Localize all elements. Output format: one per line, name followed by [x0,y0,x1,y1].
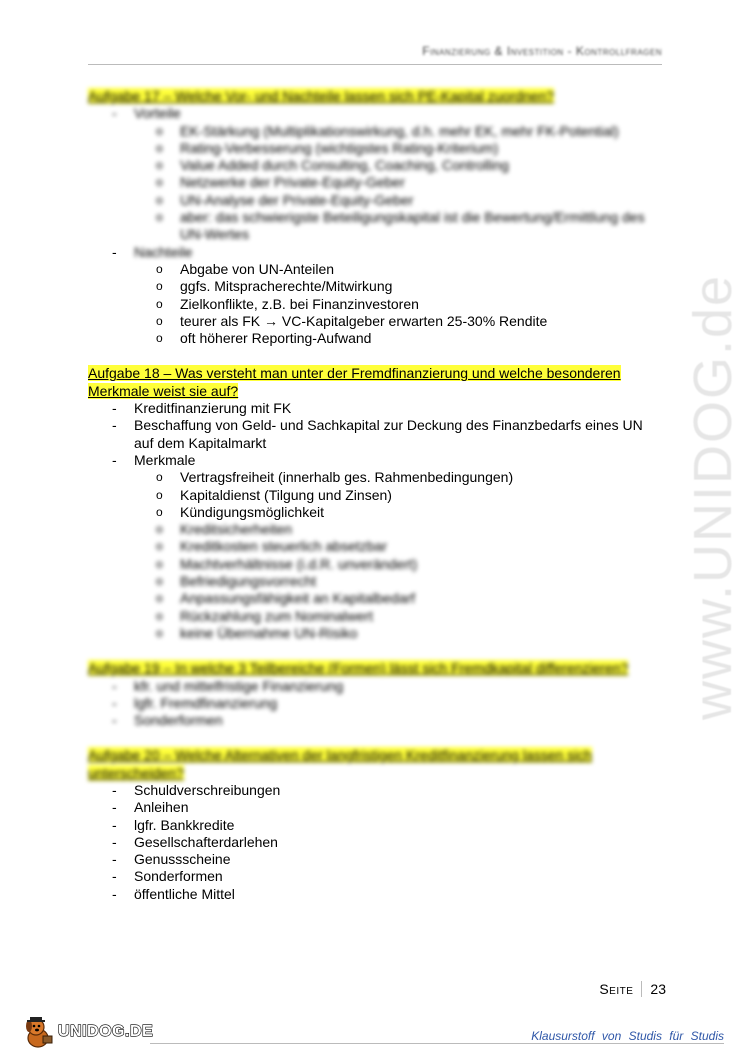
list-item: o Zielkonflikte, z.B. bei Finanzinvestoren [134,296,663,313]
list-item: o ggfs. Mitspracherechte/Mitwirkung [134,278,663,295]
question-20: Aufgabe 20 – Welche Alternativen der langfristigen Kreditfinanzierung lassen sich unterscheiden? [88,747,593,781]
list-item: - kfr. und mittelfristige Finanzierung [88,678,663,695]
list-item: - lgfr. Fremdfinanzierung [88,695,663,712]
list-item: o Abgabe von UN-Anteilen [134,261,663,278]
page-number-separator [641,981,642,997]
list-item: - Sonderformen [88,868,663,885]
question-17: Aufgabe 17 – Welche Vor- und Nachteile lassen sich PE-Kapital zuordnen? [88,88,554,104]
list-item: - Merkmale o Vertragsfreiheit (innerhalb ges. Rahmenbedingungen) o Kapitaldienst (Tilgung und Zinsen) o Kündigungsmöglichkeit o Kreditsicherheiten o Kreditkosten steuerlich absetzbar o Machtverhältnisse (i.d.R. unverändert) o Befriedigungsvorrecht o Anpassungsfähigkeit an Kapitalbedarf o Rückzahlung zum Nominalwert o keine Übernahme UN-Risiko [88,452,663,642]
list-item: o EK-Stärkung (Multiplikationswirkung, d.h. mehr EK, mehr FK-Potential) [134,123,663,140]
list-item: - lgfr. Bankkredite [88,817,663,834]
footer-divider [150,1043,724,1044]
list-item: - Gesellschafterdarlehen [88,834,663,851]
list-item: o Vertragsfreiheit (innerhalb ges. Rahmenbedingungen) [134,469,663,486]
list-item: o aber: das schwierigste Beteiligungskapital ist die Bewertung/Ermittlung des UN-Wertes [134,209,663,244]
dog-mascot-icon [20,1014,56,1050]
list-item: o oft höherer Reporting-Aufwand [134,330,663,347]
list-item: - öffentliche Mittel [88,886,663,903]
list-item: o UN-Analyse der Private-Equity-Geber [134,192,663,209]
page-number [599,981,666,997]
page-number-value: 23 [650,981,666,997]
watermark: www.UNIDOG.de [683,273,743,720]
list-item: - Genussscheine [88,851,663,868]
list-item: - Nachteile o Abgabe von UN-Anteilen o ggfs. Mitspracherechte/Mitwirkung o Zielkonflikte, z.B. bei Finanzinvestoren o teurer als FK → VC-Kapitalgeber erwarten 25-30% Rendite o oft höherer Reporting-Aufwand [88,244,663,348]
list-item: o Machtverhältnisse (i.d.R. unverändert) [134,556,663,573]
list-item: o teurer als FK → VC-Kapitalgeber erwarten 25-30% Rendite [134,313,663,330]
q17-nachteile-list [134,261,663,347]
q18-merkmale-list [134,469,663,642]
list-item: o Rückzahlung zum Nominalwert [134,608,663,625]
list-item: - Kreditfinanzierung mit FK [88,400,663,417]
document-body [88,88,663,903]
q19-answer-list [88,678,663,730]
question-19: Aufgabe 19 – In welche 3 Teilbereiche (Formen) lässt sich Fremdkapital differenzieren? [88,660,629,677]
list-item: o Kapitaldienst (Tilgung und Zinsen) [134,487,663,504]
list-item: o Netzwerke der Private-Equity-Geber [134,174,663,191]
list-item: - Vorteile o EK-Stärkung (Multiplikationswirkung, d.h. mehr EK, mehr FK-Potential) o Rating-Verbesserung (wichtigstes Rating-Kriterium) o Value Added durch Consulting, Coaching, Controlling o Netzwerke der Private-Equity-Geber o UN-Analyse der Private-Equity-Geber o aber: das schwierigste Beteiligungskapital ist die Bewertung/Ermittlung des UN-Wertes [88,105,663,243]
footer-tagline: Klausurstoff von Studis für Studis [531,1029,724,1043]
list-item: o Kreditsicherheiten [134,521,663,538]
q17-answer-list [88,105,663,347]
list-item: - Schuldverschreibungen [88,782,663,799]
list-item: o Value Added durch Consulting, Coaching, Controlling [134,157,663,174]
q18-answer-list [88,400,663,642]
logo-text: UNIDOG.DE [58,1023,154,1040]
list-item: - Sonderformen [88,712,663,729]
page-label: Seite [599,981,634,997]
q20-answer-list [88,782,663,903]
list-item: - Anleihen [88,799,663,816]
list-item: o Kündigungsmöglichkeit [134,504,663,521]
q17-vorteile-list [134,123,663,244]
list-item: o Anpassungsfähigkeit an Kapitalbedarf [134,590,663,607]
list-item: o Kreditkosten steuerlich absetzbar [134,538,663,555]
question-18: Aufgabe 18 – Was versteht man unter der Fremdfinanzierung und welche besonderen Merkmale weist sie auf? [88,365,621,399]
header-divider [88,64,662,65]
page-header-title: Finanzierung & Investition - Kontrollfragen [422,44,662,58]
list-item: o Befriedigungsvorrecht [134,573,663,590]
list-item: - Beschaffung von Geld- und Sachkapital zur Deckung des Finanzbedarfs eines UN auf dem Kapitalmarkt [88,417,663,452]
list-item: o Rating-Verbesserung (wichtigstes Rating-Kriterium) [134,140,663,157]
list-item: o keine Übernahme UN-Risiko [134,625,663,642]
unidog-logo [20,1014,153,1050]
